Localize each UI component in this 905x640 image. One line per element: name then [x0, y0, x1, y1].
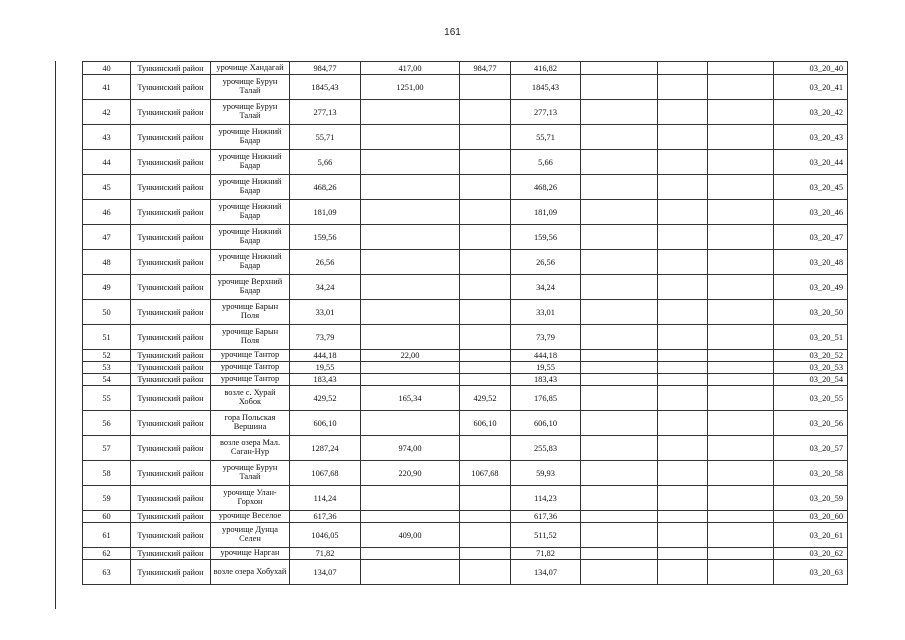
empty-cell	[708, 560, 774, 585]
empty-cell	[708, 511, 774, 523]
area-total-cell: 19,55	[290, 362, 361, 374]
empty-cell	[708, 150, 774, 175]
empty-cell	[708, 275, 774, 300]
district-cell: Тункинский район	[131, 350, 211, 362]
area-col2-cell	[361, 411, 460, 436]
area-col3-cell	[460, 436, 511, 461]
location-cell: урочище Верхний Бадар	[211, 275, 290, 300]
empty-cell	[708, 200, 774, 225]
table-row	[83, 511, 848, 523]
area-col3-cell	[460, 362, 511, 374]
area-col3-cell	[460, 511, 511, 523]
empty-cell	[581, 325, 658, 350]
location-cell: урочище Нижний Бадар	[211, 225, 290, 250]
empty-cell	[708, 250, 774, 275]
code-cell: 03_20_59	[774, 486, 848, 511]
empty-cell	[708, 523, 774, 548]
code-cell: 03_20_58	[774, 461, 848, 486]
table-row	[83, 350, 848, 362]
empty-cell	[708, 548, 774, 560]
area-total-cell: 34,24	[290, 275, 361, 300]
area-col4-cell: 181,09	[511, 200, 581, 225]
empty-cell	[581, 486, 658, 511]
area-total-cell: 26,56	[290, 250, 361, 275]
location-cell: урочище Нижний Бадар	[211, 175, 290, 200]
table-row	[83, 250, 848, 275]
empty-cell	[658, 325, 708, 350]
code-cell: 03_20_47	[774, 225, 848, 250]
table-row	[83, 386, 848, 411]
area-total-cell: 33,01	[290, 300, 361, 325]
area-col3-cell: 606,10	[460, 411, 511, 436]
code-cell: 03_20_63	[774, 560, 848, 585]
location-cell: урочище Тантор	[211, 362, 290, 374]
row-number: 50	[83, 300, 131, 325]
code-cell: 03_20_61	[774, 523, 848, 548]
area-col3-cell	[460, 175, 511, 200]
table-row	[83, 125, 848, 150]
area-col3-cell: 984,77	[460, 62, 511, 75]
table-row	[83, 411, 848, 436]
area-col4-cell: 183,43	[511, 374, 581, 386]
area-col2-cell	[361, 560, 460, 585]
empty-cell	[581, 150, 658, 175]
area-col2-cell	[361, 175, 460, 200]
area-total-cell: 183,43	[290, 374, 361, 386]
area-total-cell: 73,79	[290, 325, 361, 350]
area-col3-cell	[460, 374, 511, 386]
area-col3-cell	[460, 523, 511, 548]
empty-cell	[581, 75, 658, 100]
area-total-cell: 1067,68	[290, 461, 361, 486]
area-col2-cell: 409,00	[361, 523, 460, 548]
empty-cell	[658, 374, 708, 386]
area-col4-cell: 71,82	[511, 548, 581, 560]
location-cell: урочище Улан-Горхон	[211, 486, 290, 511]
empty-cell	[581, 225, 658, 250]
empty-cell	[581, 350, 658, 362]
empty-cell	[708, 75, 774, 100]
area-col3-cell	[460, 300, 511, 325]
location-cell: урочище Тантор	[211, 350, 290, 362]
empty-cell	[658, 350, 708, 362]
row-number: 53	[83, 362, 131, 374]
row-number: 58	[83, 461, 131, 486]
empty-cell	[581, 523, 658, 548]
empty-cell	[708, 461, 774, 486]
area-col4-cell: 511,52	[511, 523, 581, 548]
area-total-cell: 134,07	[290, 560, 361, 585]
code-cell: 03_20_48	[774, 250, 848, 275]
code-cell: 03_20_53	[774, 362, 848, 374]
location-cell: урочище Барын Поля	[211, 325, 290, 350]
table-row	[83, 100, 848, 125]
area-col4-cell: 19,55	[511, 362, 581, 374]
area-col2-cell: 220,90	[361, 461, 460, 486]
empty-cell	[658, 75, 708, 100]
area-col2-cell	[361, 374, 460, 386]
area-col4-cell: 277,13	[511, 100, 581, 125]
empty-cell	[708, 411, 774, 436]
district-cell: Тункинский район	[131, 560, 211, 585]
table-row	[83, 150, 848, 175]
code-cell: 03_20_44	[774, 150, 848, 175]
table-row	[83, 486, 848, 511]
area-col4-cell: 255,83	[511, 436, 581, 461]
district-cell: Тункинский район	[131, 150, 211, 175]
area-col4-cell: 617,36	[511, 511, 581, 523]
area-col3-cell	[460, 325, 511, 350]
district-cell: Тункинский район	[131, 275, 211, 300]
area-total-cell: 444,18	[290, 350, 361, 362]
area-col3-cell: 429,52	[460, 386, 511, 411]
row-number: 42	[83, 100, 131, 125]
area-col2-cell: 974,00	[361, 436, 460, 461]
table-row	[83, 548, 848, 560]
location-cell: урочище Нижний Бадар	[211, 150, 290, 175]
margin-rule	[55, 61, 56, 609]
code-cell: 03_20_51	[774, 325, 848, 350]
table-row	[83, 436, 848, 461]
code-cell: 03_20_46	[774, 200, 848, 225]
empty-cell	[581, 511, 658, 523]
empty-cell	[581, 62, 658, 75]
table-row	[83, 225, 848, 250]
district-cell: Тункинский район	[131, 362, 211, 374]
area-total-cell: 468,26	[290, 175, 361, 200]
area-col2-cell	[361, 225, 460, 250]
area-total-cell: 159,56	[290, 225, 361, 250]
area-col2-cell	[361, 511, 460, 523]
district-cell: Тункинский район	[131, 62, 211, 75]
code-cell: 03_20_60	[774, 511, 848, 523]
area-col2-cell	[361, 362, 460, 374]
protected-areas-table	[82, 61, 848, 585]
area-col2-cell	[361, 125, 460, 150]
empty-cell	[581, 411, 658, 436]
row-number: 62	[83, 548, 131, 560]
district-cell: Тункинский район	[131, 486, 211, 511]
area-col4-cell: 34,24	[511, 275, 581, 300]
area-col4-cell: 55,71	[511, 125, 581, 150]
empty-cell	[581, 386, 658, 411]
empty-cell	[581, 275, 658, 300]
row-number: 59	[83, 486, 131, 511]
location-cell: возле озера Мал. Саган-Нур	[211, 436, 290, 461]
empty-cell	[708, 100, 774, 125]
area-col3-cell	[460, 150, 511, 175]
area-col4-cell: 444,18	[511, 350, 581, 362]
code-cell: 03_20_42	[774, 100, 848, 125]
table-row	[83, 300, 848, 325]
district-cell: Тункинский район	[131, 411, 211, 436]
empty-cell	[658, 362, 708, 374]
code-cell: 03_20_41	[774, 75, 848, 100]
location-cell: урочище Хандагай	[211, 62, 290, 75]
row-number: 44	[83, 150, 131, 175]
empty-cell	[658, 461, 708, 486]
empty-cell	[658, 150, 708, 175]
empty-cell	[658, 275, 708, 300]
area-col4-cell: 468,26	[511, 175, 581, 200]
row-number: 61	[83, 523, 131, 548]
district-cell: Тункинский район	[131, 386, 211, 411]
district-cell: Тункинский район	[131, 523, 211, 548]
location-cell: урочище Нижний Бадар	[211, 200, 290, 225]
row-number: 56	[83, 411, 131, 436]
code-cell: 03_20_55	[774, 386, 848, 411]
row-number: 51	[83, 325, 131, 350]
area-col2-cell	[361, 150, 460, 175]
area-col2-cell	[361, 275, 460, 300]
area-col4-cell: 114,23	[511, 486, 581, 511]
area-col3-cell	[460, 200, 511, 225]
empty-cell	[708, 374, 774, 386]
area-total-cell: 277,13	[290, 100, 361, 125]
area-col3-cell	[460, 560, 511, 585]
area-col2-cell	[361, 250, 460, 275]
area-col4-cell: 176,85	[511, 386, 581, 411]
district-cell: Тункинский район	[131, 175, 211, 200]
area-total-cell: 617,36	[290, 511, 361, 523]
district-cell: Тункинский район	[131, 300, 211, 325]
district-cell: Тункинский район	[131, 200, 211, 225]
location-cell: урочище Веселое	[211, 511, 290, 523]
area-col4-cell: 5,66	[511, 150, 581, 175]
table-row	[83, 461, 848, 486]
area-col4-cell: 1845,43	[511, 75, 581, 100]
area-col2-cell: 417,00	[361, 62, 460, 75]
empty-cell	[658, 100, 708, 125]
area-total-cell: 114,24	[290, 486, 361, 511]
empty-cell	[658, 548, 708, 560]
district-cell: Тункинский район	[131, 374, 211, 386]
location-cell: урочище Бурун Талай	[211, 100, 290, 125]
empty-cell	[581, 436, 658, 461]
empty-cell	[708, 362, 774, 374]
empty-cell	[658, 225, 708, 250]
empty-cell	[658, 62, 708, 75]
area-col4-cell: 33,01	[511, 300, 581, 325]
location-cell: урочище Нижний Бадар	[211, 125, 290, 150]
district-cell: Тункинский район	[131, 250, 211, 275]
table-row	[83, 560, 848, 585]
empty-cell	[708, 350, 774, 362]
row-number: 45	[83, 175, 131, 200]
area-total-cell: 606,10	[290, 411, 361, 436]
empty-cell	[581, 374, 658, 386]
district-cell: Тункинский район	[131, 511, 211, 523]
area-col2-cell	[361, 100, 460, 125]
district-cell: Тункинский район	[131, 100, 211, 125]
table-row	[83, 62, 848, 75]
location-cell: урочище Нарган	[211, 548, 290, 560]
area-total-cell: 984,77	[290, 62, 361, 75]
table-row	[83, 523, 848, 548]
page-number: 161	[444, 27, 461, 38]
area-col2-cell: 1251,00	[361, 75, 460, 100]
district-cell: Тункинский район	[131, 461, 211, 486]
area-col3-cell	[460, 125, 511, 150]
empty-cell	[581, 461, 658, 486]
empty-cell	[581, 548, 658, 560]
code-cell: 03_20_62	[774, 548, 848, 560]
empty-cell	[658, 511, 708, 523]
area-col3-cell	[460, 275, 511, 300]
table-row	[83, 325, 848, 350]
district-cell: Тункинский район	[131, 75, 211, 100]
area-total-cell: 181,09	[290, 200, 361, 225]
location-cell: урочище Дунца Селен	[211, 523, 290, 548]
row-number: 47	[83, 225, 131, 250]
table-row	[83, 75, 848, 100]
row-number: 63	[83, 560, 131, 585]
location-cell: урочище Бурун Талай	[211, 461, 290, 486]
empty-cell	[708, 225, 774, 250]
empty-cell	[581, 560, 658, 585]
row-number: 57	[83, 436, 131, 461]
area-col3-cell: 1067,68	[460, 461, 511, 486]
empty-cell	[658, 436, 708, 461]
empty-cell	[581, 300, 658, 325]
area-col2-cell	[361, 325, 460, 350]
code-cell: 03_20_57	[774, 436, 848, 461]
row-number: 40	[83, 62, 131, 75]
district-cell: Тункинский район	[131, 325, 211, 350]
code-cell: 03_20_52	[774, 350, 848, 362]
area-total-cell: 55,71	[290, 125, 361, 150]
empty-cell	[658, 250, 708, 275]
area-col3-cell	[460, 225, 511, 250]
empty-cell	[658, 411, 708, 436]
area-col4-cell: 59,93	[511, 461, 581, 486]
area-total-cell: 1845,43	[290, 75, 361, 100]
empty-cell	[581, 362, 658, 374]
area-col2-cell	[361, 200, 460, 225]
empty-cell	[708, 300, 774, 325]
area-col2-cell: 22,00	[361, 350, 460, 362]
area-col3-cell	[460, 350, 511, 362]
empty-cell	[581, 100, 658, 125]
empty-cell	[581, 250, 658, 275]
area-col3-cell	[460, 75, 511, 100]
location-cell: возле с. Хурай Хобок	[211, 386, 290, 411]
location-cell: урочище Тантор	[211, 374, 290, 386]
row-number: 46	[83, 200, 131, 225]
empty-cell	[658, 125, 708, 150]
row-number: 43	[83, 125, 131, 150]
empty-cell	[708, 325, 774, 350]
table-row	[83, 374, 848, 386]
empty-cell	[708, 175, 774, 200]
district-cell: Тункинский район	[131, 548, 211, 560]
empty-cell	[658, 200, 708, 225]
area-col4-cell: 134,07	[511, 560, 581, 585]
location-cell: урочище Бурун Талай	[211, 75, 290, 100]
area-col2-cell	[361, 300, 460, 325]
district-cell: Тункинский район	[131, 436, 211, 461]
area-col2-cell	[361, 548, 460, 560]
empty-cell	[708, 62, 774, 75]
empty-cell	[581, 125, 658, 150]
area-col2-cell	[361, 486, 460, 511]
empty-cell	[658, 560, 708, 585]
code-cell: 03_20_50	[774, 300, 848, 325]
area-total-cell: 5,66	[290, 150, 361, 175]
code-cell: 03_20_54	[774, 374, 848, 386]
row-number: 49	[83, 275, 131, 300]
code-cell: 03_20_43	[774, 125, 848, 150]
area-col4-cell: 26,56	[511, 250, 581, 275]
area-total-cell: 1287,24	[290, 436, 361, 461]
area-col4-cell: 159,56	[511, 225, 581, 250]
code-cell: 03_20_40	[774, 62, 848, 75]
district-cell: Тункинский район	[131, 225, 211, 250]
area-col4-cell: 416,82	[511, 62, 581, 75]
empty-cell	[708, 486, 774, 511]
code-cell: 03_20_49	[774, 275, 848, 300]
empty-cell	[708, 125, 774, 150]
empty-cell	[658, 175, 708, 200]
row-number: 52	[83, 350, 131, 362]
table-row	[83, 275, 848, 300]
table-row	[83, 362, 848, 374]
row-number: 54	[83, 374, 131, 386]
empty-cell	[708, 386, 774, 411]
area-col3-cell	[460, 250, 511, 275]
table-row	[83, 200, 848, 225]
area-col3-cell	[460, 548, 511, 560]
empty-cell	[658, 300, 708, 325]
location-cell: урочище Барын Поля	[211, 300, 290, 325]
empty-cell	[658, 386, 708, 411]
table-row	[83, 175, 848, 200]
area-col4-cell: 606,10	[511, 411, 581, 436]
row-number: 48	[83, 250, 131, 275]
empty-cell	[708, 436, 774, 461]
empty-cell	[581, 200, 658, 225]
row-number: 60	[83, 511, 131, 523]
area-col3-cell	[460, 100, 511, 125]
area-col3-cell	[460, 486, 511, 511]
code-cell: 03_20_45	[774, 175, 848, 200]
location-cell: возле озера Хобухай	[211, 560, 290, 585]
area-total-cell: 1046,05	[290, 523, 361, 548]
district-cell: Тункинский район	[131, 125, 211, 150]
empty-cell	[581, 175, 658, 200]
location-cell: урочище Нижний Бадар	[211, 250, 290, 275]
empty-cell	[658, 486, 708, 511]
area-col2-cell: 165,34	[361, 386, 460, 411]
row-number: 55	[83, 386, 131, 411]
row-number: 41	[83, 75, 131, 100]
area-col4-cell: 73,79	[511, 325, 581, 350]
empty-cell	[658, 523, 708, 548]
area-total-cell: 429,52	[290, 386, 361, 411]
code-cell: 03_20_56	[774, 411, 848, 436]
area-total-cell: 71,82	[290, 548, 361, 560]
location-cell: гора Польская Вершина	[211, 411, 290, 436]
